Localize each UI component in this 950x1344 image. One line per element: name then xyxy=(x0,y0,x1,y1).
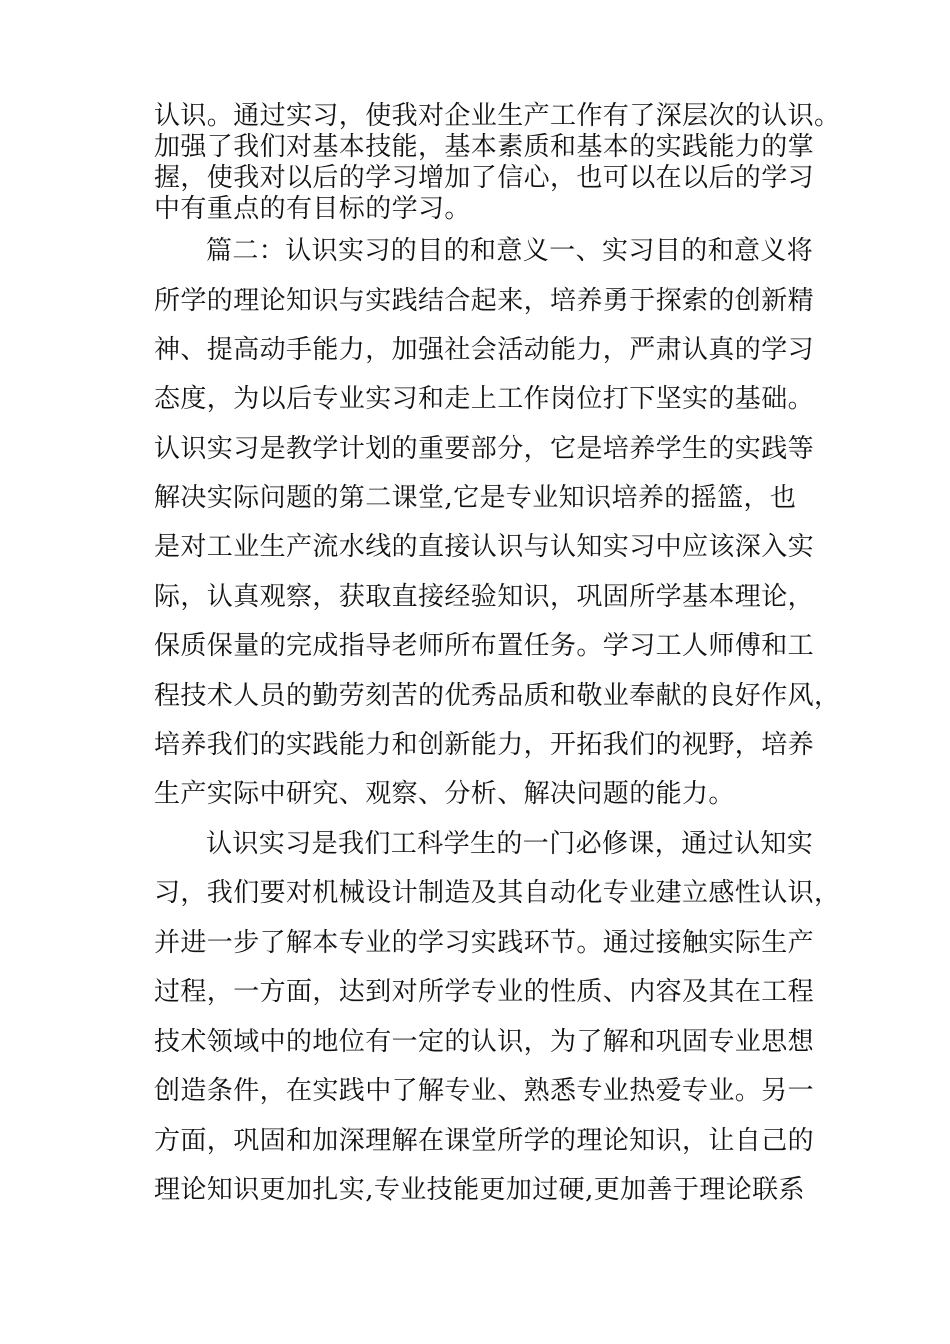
paragraph-1-line-3: 握，使我对以后的学习增加了信心，也可以在以后的学习 xyxy=(154,163,815,193)
paragraph-3-line-7: 方面，巩固和加深理解在课堂所学的理论知识，让自己的 xyxy=(154,1126,815,1156)
paragraph-2-line-1: 篇二：认识实习的目的和意义一、实习目的和意义将 xyxy=(206,236,814,266)
paragraph-3-line-3: 并进一步了解本专业的学习实践环节。通过接触实际生产 xyxy=(154,928,815,958)
paragraph-2-line-9: 保质保量的完成指导老师所布置任务。学习工人师傅和工 xyxy=(154,631,815,661)
paragraph-2-line-11: 培养我们的实践能力和创新能力，开拓我们的视野，培养 xyxy=(154,730,815,760)
paragraph-3-line-1: 认识实习是我们工科学生的一门必修课，通过认知实 xyxy=(206,829,814,859)
paragraph-2-line-2: 所学的理论知识与实践结合起来，培养勇于探索的创新精 xyxy=(154,286,815,316)
paragraph-2-line-6: 解决实际问题的第二课堂,它是专业知识培养的摇篮，也 xyxy=(154,483,797,513)
paragraph-2-line-4: 态度，为以后专业实习和走上工作岗位打下坚实的基础。 xyxy=(154,384,815,414)
paragraph-3-line-6: 创造条件，在实践中了解专业、熟悉专业热爱专业。另一 xyxy=(154,1076,815,1106)
paragraph-1-line-2: 加强了我们对基本技能，基本素质和基本的实践能力的掌 xyxy=(154,132,815,162)
paragraph-2-line-5: 认识实习是教学计划的重要部分，它是培养学生的实践等 xyxy=(154,434,815,464)
paragraph-2-line-3: 神、提高动手能力，加强社会活动能力，严肃认真的学习 xyxy=(154,335,815,365)
paragraph-3-line-8: 理论知识更加扎实,专业技能更加过硬,更加善于理论联系 xyxy=(154,1175,805,1205)
paragraph-3-line-4: 过程，一方面，达到对所学专业的性质、内容及其在工程 xyxy=(154,977,815,1007)
paragraph-1-line-4: 中有重点的有目标的学习。 xyxy=(154,194,471,224)
paragraph-3-line-2: 习，我们要对机械设计制造及其自动化专业建立感性认识， xyxy=(154,878,841,908)
paragraph-2-line-10: 程技术人员的勤劳刻苦的优秀品质和敬业奉献的良好作风， xyxy=(154,681,841,711)
paragraph-2-line-12: 生产实际中研究、观察、分析、解决问题的能力。 xyxy=(154,779,735,809)
paragraph-2-line-8: 际，认真观察，获取直接经验知识，巩固所学基本理论， xyxy=(154,582,815,612)
paragraph-1-line-1: 认识。通过实习，使我对企业生产工作有了深层次的认识。 xyxy=(154,101,841,131)
paragraph-3-line-5: 技术领域中的地位有一定的认识，为了解和巩固专业思想 xyxy=(154,1027,815,1057)
paragraph-2-line-7: 是对工业生产流水线的直接认识与认知实习中应该深入实 xyxy=(154,532,815,562)
